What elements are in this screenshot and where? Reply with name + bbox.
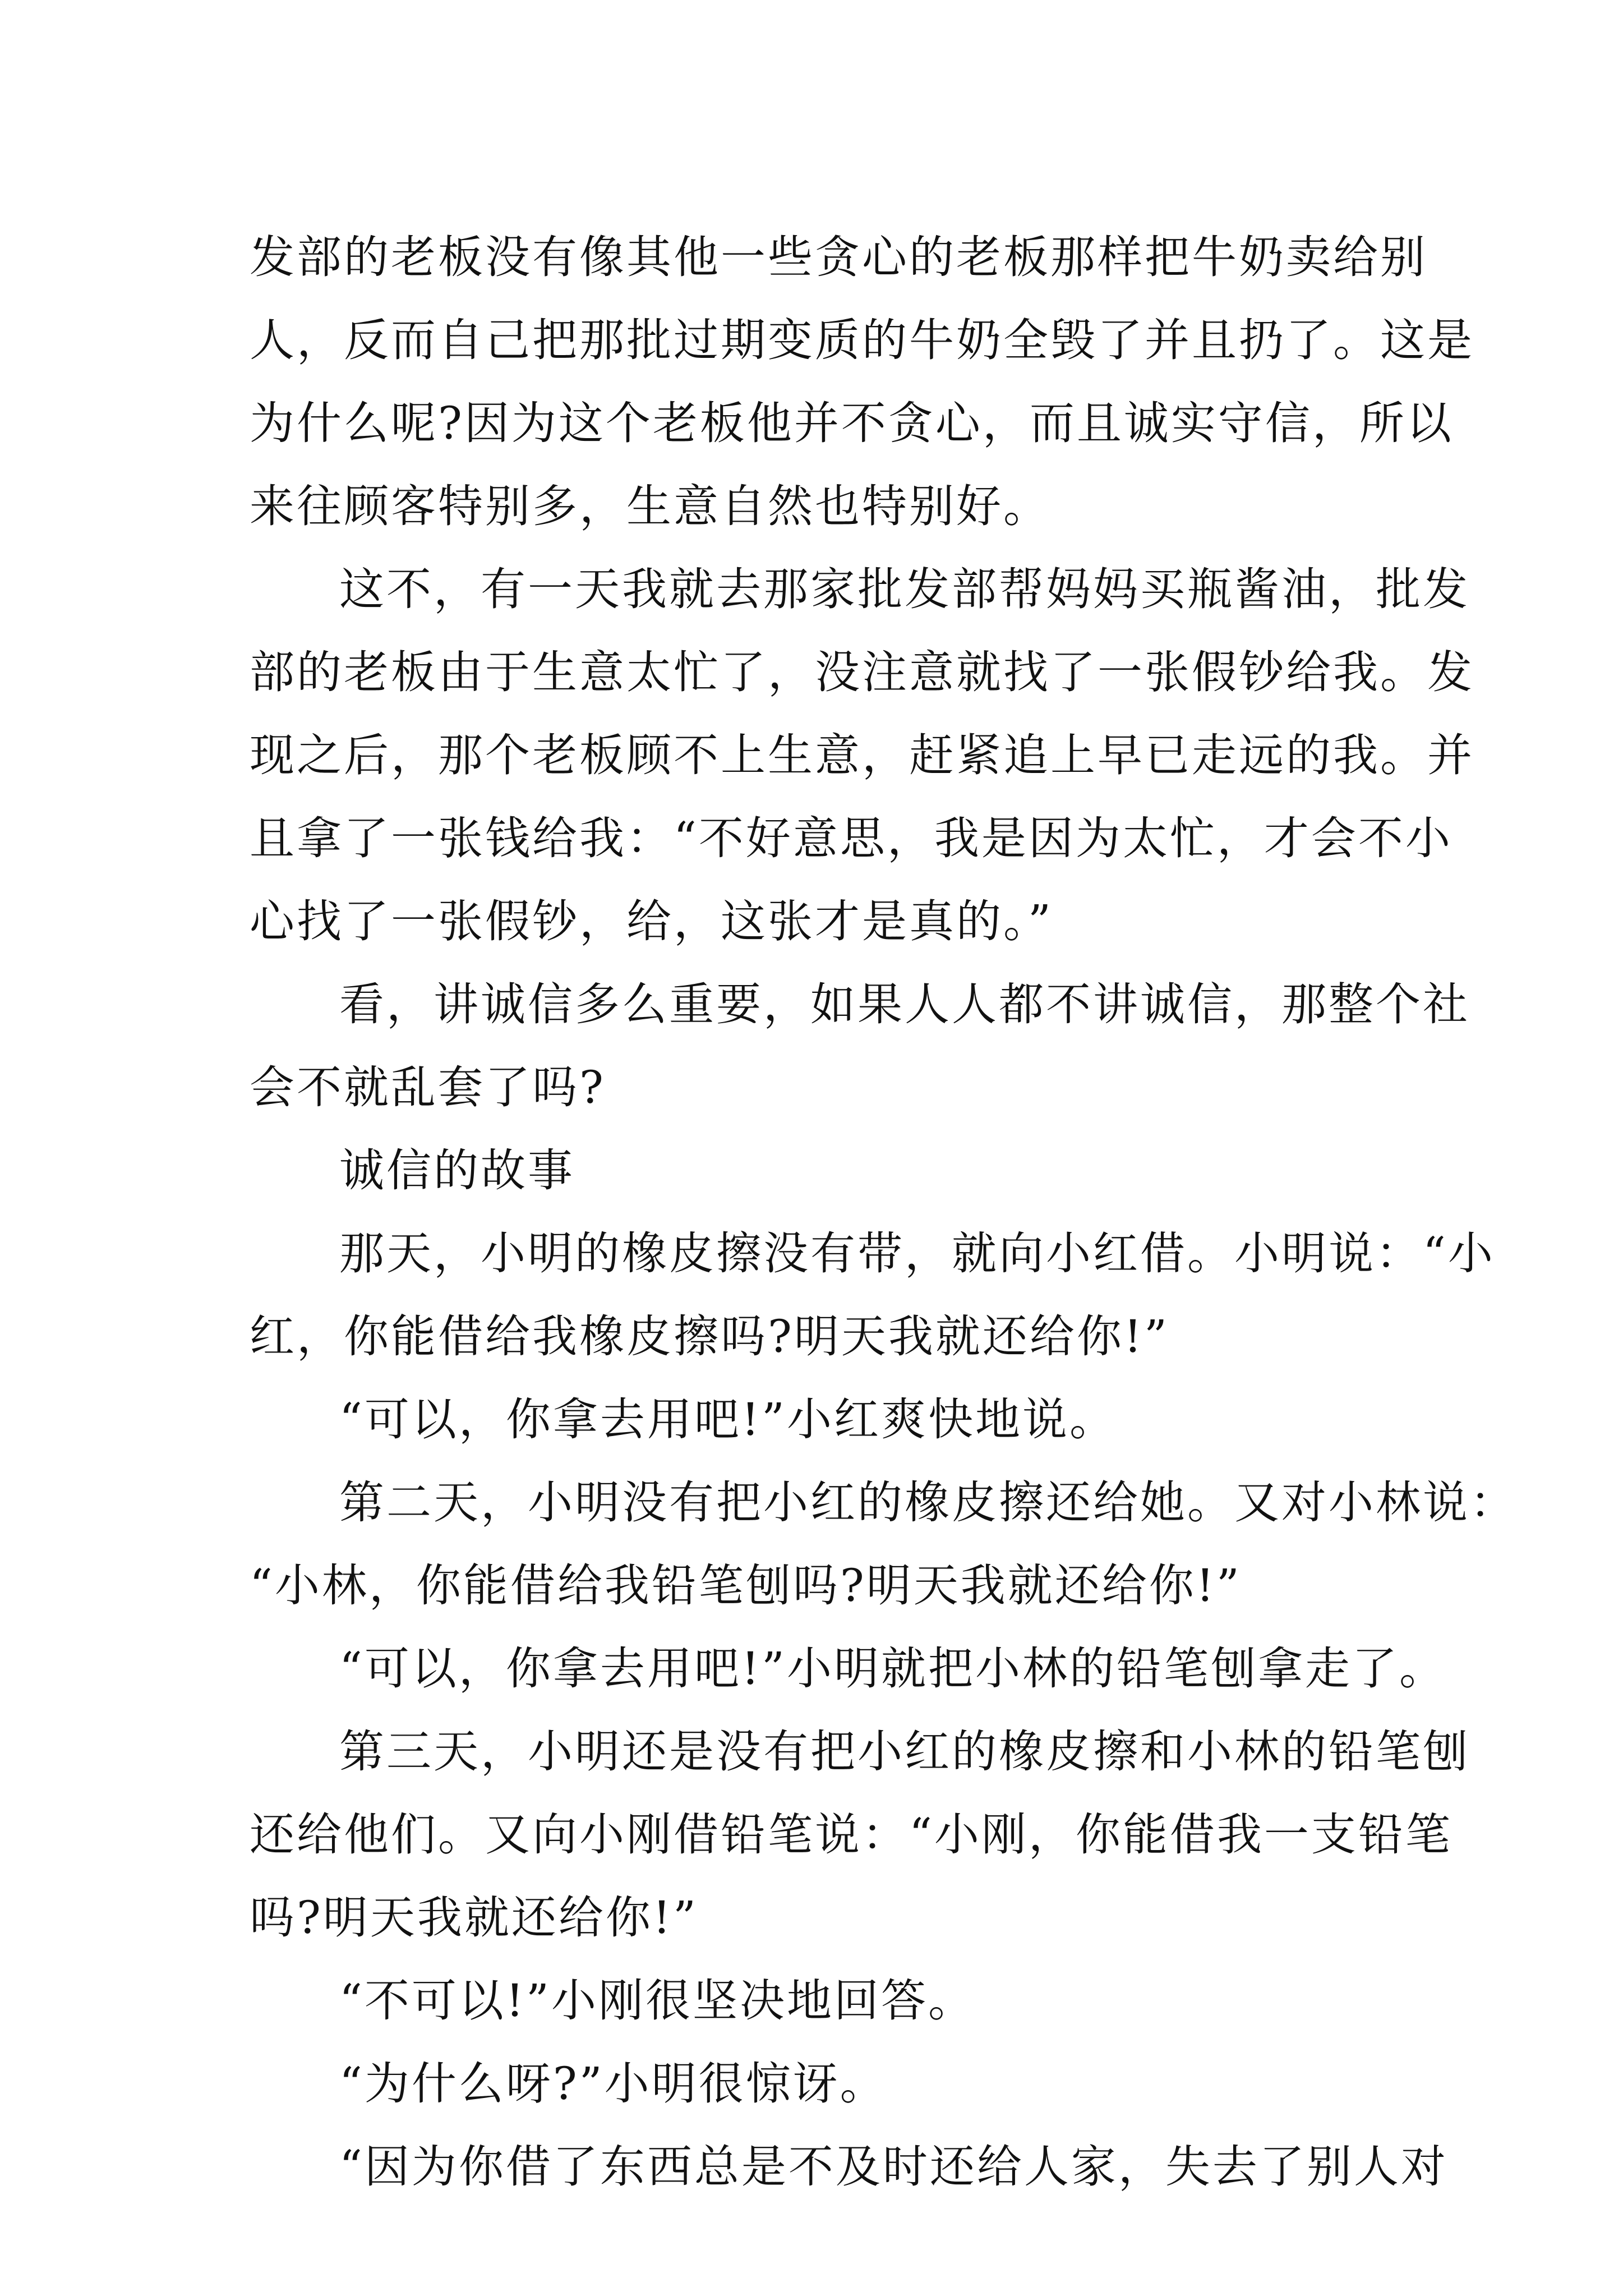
paragraph-start-line: 看，讲诚信多么重要，如果人人都不讲诚信，那整个社	[339, 978, 1470, 1030]
text-line: 人，反而自己把那批过期变质的牛奶全毁了并且扔了。这是	[250, 314, 1474, 366]
paragraph-start-line: “因为你借了东西总是不及时还给人家，失去了别人对	[339, 2141, 1448, 2193]
text-line: 现之后，那个老板顾不上生意，赶紧追上早已走远的我。并	[250, 729, 1474, 781]
section-heading: 诚信的故事	[339, 1144, 575, 1197]
paragraph-start-line: 第二天，小明没有把小红的橡皮擦还给她。又对小林说：	[339, 1476, 1517, 1529]
paragraph-start-line: “可以，你拿去用吧!”小红爽快地说。	[339, 1393, 1117, 1446]
text-line: 会不就乱套了吗?	[250, 1061, 606, 1114]
text-line: 为什么呢?因为这个老板他并不贪心，而且诚实守信，所以	[250, 397, 1454, 449]
text-line: 吗?明天我就还给你!”	[250, 1892, 698, 1944]
text-line: 且拿了一张钱给我：“不好意思，我是因为太忙，才会不小	[250, 812, 1453, 864]
paragraph-start-line: 第三天，小明还是没有把小红的橡皮擦和小林的铅笔刨	[339, 1726, 1470, 1778]
paragraph-start-line: 那天，小明的橡皮擦没有带，就向小红借。小明说：“小	[339, 1227, 1495, 1280]
body-text	[250, 216, 1517, 2208]
text-line: 来往顾客特别多，生意自然也特别好。	[250, 480, 1050, 532]
text-line: 红，你能借给我橡皮擦吗?明天我就还给你!”	[250, 1310, 1169, 1363]
text-line: 部的老板由于生意太忙了，没注意就找了一张假钞给我。发	[250, 646, 1474, 698]
text-line: “小林，你能借给我铅笔刨吗?明天我就还给你!”	[250, 1559, 1242, 1612]
paragraph-start-line: “不可以!”小刚很坚决地回答。	[339, 1975, 975, 2027]
paragraph-start-line: “可以，你拿去用吧!”小明就把小林的铅笔刨拿走了。	[339, 1642, 1446, 1695]
paragraph-start-line: “为什么呀?”小明很惊讶。	[339, 2058, 887, 2110]
text-line: 还给他们。又向小刚借铅笔说：“小刚，你能借我一支铅笔	[250, 1809, 1453, 1861]
text-line: 发部的老板没有像其他一些贪心的老板那样把牛奶卖给别	[250, 231, 1427, 283]
paragraph-start-line: 这不，有一天我就去那家批发部帮妈妈买瓶酱油，批发	[339, 563, 1470, 615]
text-line: 心找了一张假钞，给，这张才是真的。”	[250, 895, 1053, 947]
